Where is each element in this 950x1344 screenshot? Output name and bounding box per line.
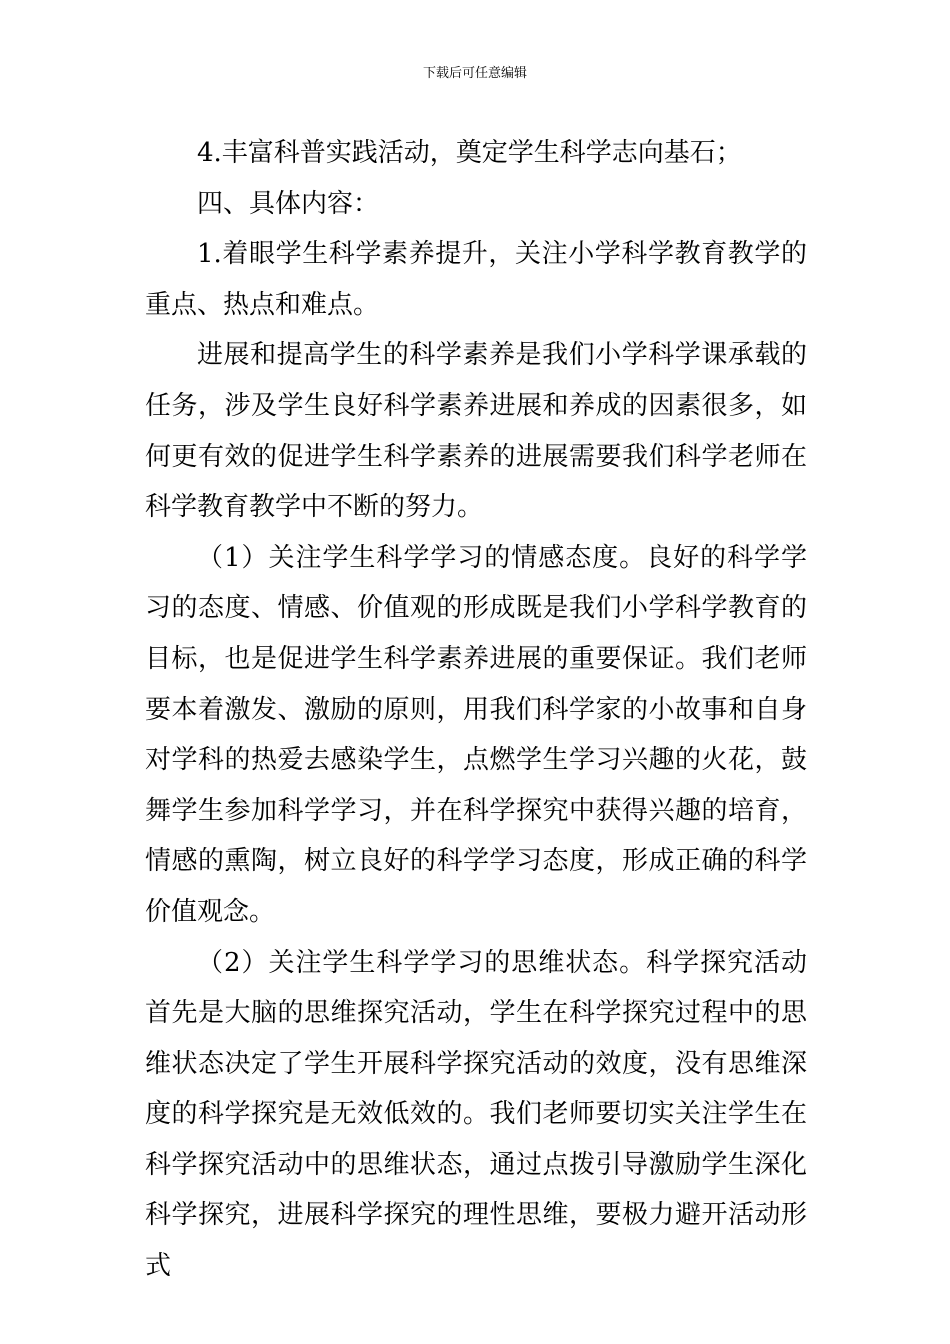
paragraph-subheading-1: 1.着眼学生科学素养提升，关注小学科学教育教学的重点、热点和难点。 bbox=[145, 239, 807, 320]
paragraph-point-2: （2）关注学生科学学习的思维状态。科学探究活动首先是大脑的思维探究活动，学生在科学探究过程中的思维状态决定了学生开展科学探究活动的效度，没有思维深度的科学探究是无效低效的。我们老师要切实关注学生在科学探究活动中的思维状态，通过点拨引导激励学生深化科学探究，进展科学探究的理性思维，要极力避开活动形式 bbox=[145, 947, 807, 1282]
document-body bbox=[145, 128, 807, 1292]
paragraph-intro: 进展和提高学生的科学素养是我们小学科学课承载的任务，涉及学生良好科学素养进展和养成的因素很多，如何更有效的促进学生科学素养的进展需要我们科学老师在科学教育教学中不断的努力。 bbox=[145, 340, 807, 523]
paragraph-item-4: 4.丰富科普实践活动，奠定学生科学志向基石； bbox=[197, 138, 742, 168]
paragraph-point-1: （1）关注学生科学学习的情感态度。良好的科学学习的态度、情感、价值观的形成既是我们小学科学教育的目标，也是促进学生科学素养进展的重要保证。我们老师要本着激发、激励的原则，用我们科学家的小故事和自身对学科的热爱去感染学生，点燃学生学习兴趣的火花，鼓舞学生参加科学学习，并在科学探究中获得兴趣的培育，情感的熏陶，树立良好的科学学习态度，形成正确的科学价值观念。 bbox=[145, 542, 807, 927]
section-heading-4: 四、具体内容： bbox=[197, 188, 380, 219]
page-header-note: 下载后可任意编辑 bbox=[422, 66, 527, 81]
